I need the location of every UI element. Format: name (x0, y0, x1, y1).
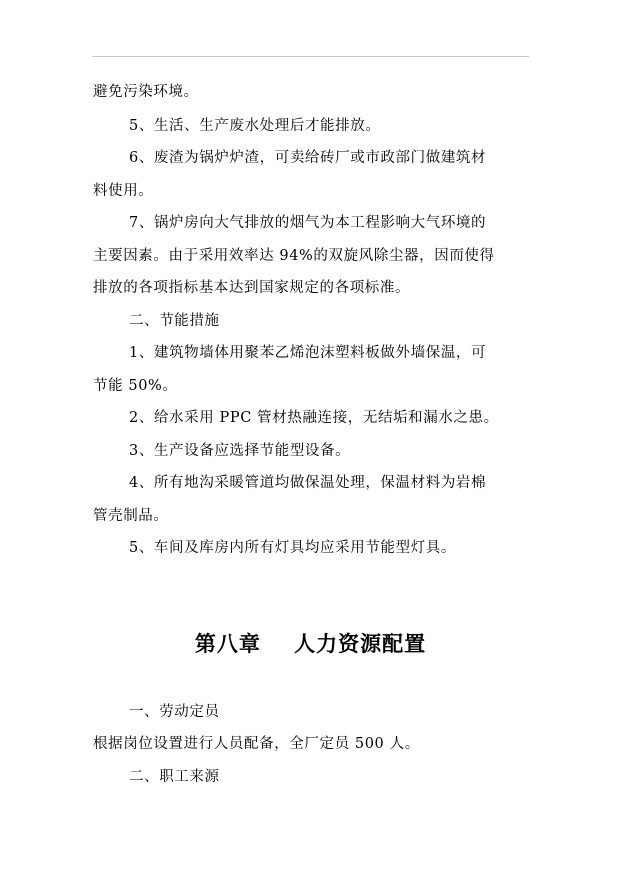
section-heading-energy: 二、节能措施 (129, 313, 220, 329)
section-heading-workforce-source: 二、职工来源 (129, 769, 220, 785)
list-item-lighting: 5、车间及库房内所有灯具均应采用节能型灯具。 (129, 540, 456, 556)
list-item-insulation-cont: 节能 50%。 (93, 378, 178, 394)
list-item-boiler: 7、锅炉房向大气排放的烟气为本工程影响大气环境的 (129, 215, 487, 231)
list-item-water-supply: 2、给水采用 PPC 管材热融连接，无结垢和漏水之患。 (129, 410, 499, 426)
list-item-equipment: 3、生产设备应选择节能型设备。 (129, 443, 351, 459)
list-item-slag: 6、废渣为锅炉炉渣，可卖给砖厂或市政部门做建筑材 (129, 150, 487, 166)
list-item-heating-pipes-cont: 管壳制品。 (93, 508, 169, 524)
list-item-sewage: 5、生活、生产废水处理后才能排放。 (129, 118, 381, 134)
staffing-text: 根据岗位设置进行人员配备，全厂定员 500 人。 (93, 736, 420, 752)
list-item-boiler-cont: 主要因素。由于采用效率达 94%的双旋风除尘器，因而使得 (93, 248, 495, 264)
header-rule (92, 56, 529, 57)
list-item-heating-pipes: 4、所有地沟采暖管道均做保温处理，保温材料为岩棉 (129, 475, 487, 491)
list-item-insulation: 1、建筑物墙体用聚苯乙烯泡沫塑料板做外墙保温，可 (129, 345, 487, 361)
chapter-title: 第八章 人力资源配置 (194, 631, 427, 656)
section-heading-staffing: 一、劳动定员 (129, 704, 220, 720)
paragraph-line: 避免污染环境。 (93, 84, 199, 100)
list-item-slag-cont: 料使用。 (93, 183, 154, 199)
list-item-boiler-cont: 排放的各项指标基本达到国家规定的各项标准。 (93, 280, 411, 296)
